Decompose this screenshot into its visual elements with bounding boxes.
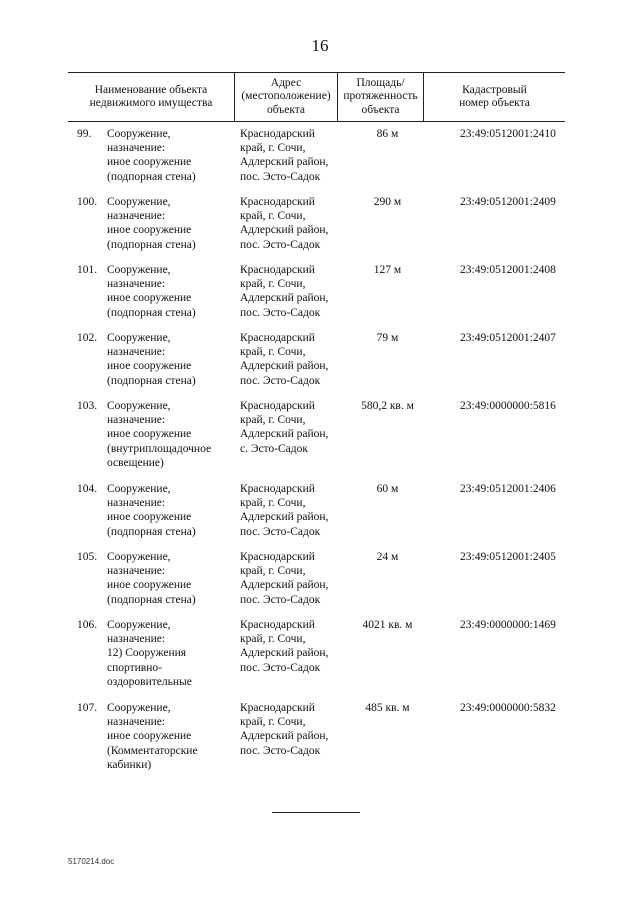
object-name: Сооружение, назначение: 12) Сооружения спортивно- оздоровительные <box>107 619 192 688</box>
cadastral-number: 23:49:0512001:2407 <box>460 332 556 344</box>
row-number: 99. <box>77 128 92 140</box>
cadastral-number: 23:49:0512001:2406 <box>460 483 556 495</box>
object-area: 24 м <box>376 551 399 563</box>
object-name: Сооружение, назначение: иное сооружение (Комментаторские кабинки) <box>107 702 198 771</box>
object-name: Сооружение, назначение: иное сооружение (внутриплощадочное освещение) <box>107 400 212 469</box>
row-number: 107. <box>77 702 98 714</box>
object-address: Краснодарский край, г. Сочи, Адлерский район, с. Эсто-Садок <box>240 400 329 455</box>
object-area: 4021 кв. м <box>362 619 413 631</box>
object-address: Краснодарский край, г. Сочи, Адлерский район, пос. Эсто-Садок <box>240 483 329 538</box>
object-name: Сооружение, назначение: иное сооружение (подпорная стена) <box>107 196 196 251</box>
object-address: Краснодарский край, г. Сочи, Адлерский район, пос. Эсто-Садок <box>240 196 329 251</box>
object-area: 290 м <box>373 196 402 208</box>
header-name: Наименование объекта недвижимого имущества <box>68 73 235 121</box>
object-address: Краснодарский край, г. Сочи, Адлерский район, пос. Эсто-Садок <box>240 264 329 319</box>
cadastral-number: 23:49:0000000:5832 <box>460 702 556 714</box>
object-area: 60 м <box>376 483 399 495</box>
row-number: 106. <box>77 619 98 631</box>
cadastral-number: 23:49:0512001:2408 <box>460 264 556 276</box>
object-name: Сооружение, назначение: иное сооружение (подпорная стена) <box>107 332 196 387</box>
cadastral-number: 23:49:0000000:5816 <box>460 400 556 412</box>
end-divider <box>272 812 360 813</box>
file-footer: 5170214.doc <box>68 857 115 866</box>
object-area: 127 м <box>373 264 402 276</box>
object-area: 79 м <box>376 332 399 344</box>
object-area: 485 кв. м <box>365 702 410 714</box>
object-name: Сооружение, назначение: иное сооружение (подпорная стена) <box>107 551 196 606</box>
property-table <box>68 72 565 771</box>
object-area: 580,2 кв. м <box>361 400 414 412</box>
row-number: 103. <box>77 400 98 412</box>
header-address: Адрес (местоположение) объекта <box>235 73 338 121</box>
header-cadastral: Кадастровый номер объекта <box>459 83 530 109</box>
object-name: Сооружение, назначение: иное сооружение (подпорная стена) <box>107 264 196 319</box>
cadastral-number: 23:49:0512001:2405 <box>460 551 556 563</box>
row-number: 101. <box>77 264 98 276</box>
object-address: Краснодарский край, г. Сочи, Адлерский район, пос. Эсто-Садок <box>240 619 329 674</box>
row-number: 105. <box>77 551 98 563</box>
object-address: Краснодарский край, г. Сочи, Адлерский район, пос. Эсто-Садок <box>240 551 329 606</box>
object-address: Краснодарский край, г. Сочи, Адлерский район, пос. Эсто-Садок <box>240 332 329 387</box>
cadastral-number: 23:49:0512001:2410 <box>460 128 556 140</box>
header-area: Площадь/ протяженность объекта <box>338 73 424 121</box>
cadastral-number: 23:49:0000000:1469 <box>460 619 556 631</box>
row-number: 102. <box>77 332 98 344</box>
table-header <box>68 72 565 122</box>
object-area: 86 м <box>376 128 399 140</box>
row-number: 104. <box>77 483 98 495</box>
object-name: Сооружение, назначение: иное сооружение (подпорная стена) <box>107 128 196 183</box>
row-number: 100. <box>77 196 98 208</box>
cadastral-number: 23:49:0512001:2409 <box>460 196 556 208</box>
object-address: Краснодарский край, г. Сочи, Адлерский район, пос. Эсто-Садок <box>240 702 329 757</box>
page-number: 16 <box>311 36 329 55</box>
object-address: Краснодарский край, г. Сочи, Адлерский район, пос. Эсто-Садок <box>240 128 329 183</box>
object-name: Сооружение, назначение: иное сооружение (подпорная стена) <box>107 483 196 538</box>
